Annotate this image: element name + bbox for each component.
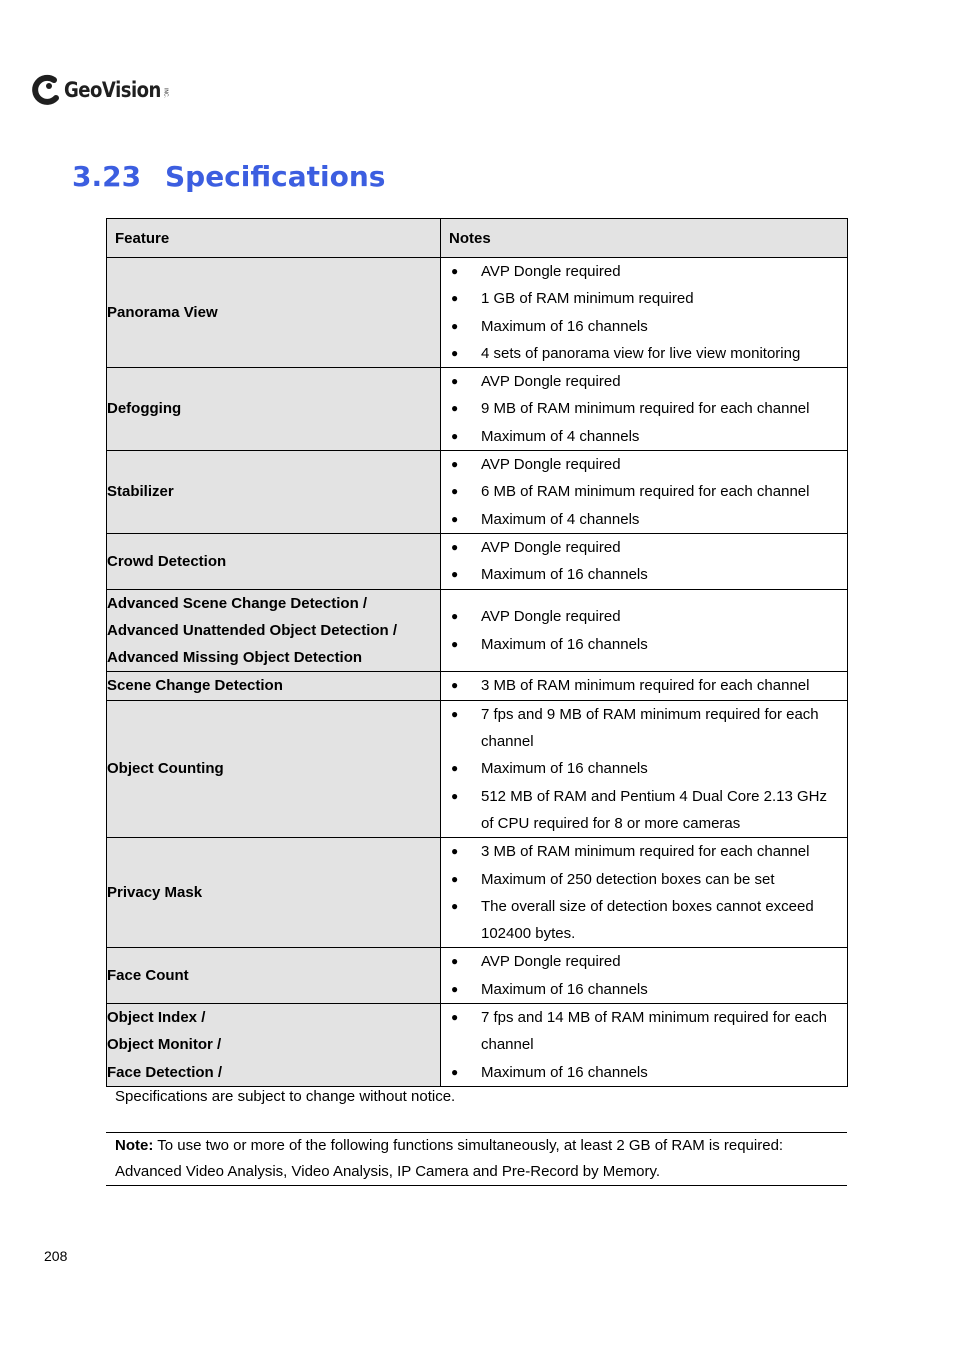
notes-list (441, 603, 847, 658)
note-bullet-item: ● AVP Dongle required (441, 368, 847, 395)
notes-cell (441, 451, 848, 534)
note-bullet-item: ● Maximum of 16 channels (441, 561, 847, 588)
notes-list (441, 534, 847, 589)
page-title (72, 160, 385, 193)
table-row (107, 368, 848, 451)
notes-list (441, 451, 847, 533)
feature-cell (107, 948, 441, 1004)
note-bullet-item: ● Maximum of 4 channels (441, 423, 847, 450)
note-bullet-item: ● AVP Dongle required (441, 948, 847, 975)
feature-column-header: Feature (107, 219, 441, 258)
note-bullet-item: ● AVP Dongle required (441, 258, 847, 285)
feature-name: Advanced Scene Change Detection / (107, 594, 368, 612)
page-number: 208 (44, 1248, 68, 1264)
note-bullet-item: ● The overall size of detection boxes cannot exceed 102400 bytes. (441, 893, 847, 948)
notes-list (441, 258, 847, 367)
note-bullet-item: ● 3 MB of RAM minimum required for each channel (441, 672, 847, 699)
feature-cell (107, 1004, 441, 1087)
note-bullet-item: ● Maximum of 16 channels (441, 1059, 847, 1086)
feature-name: Stabilizer (107, 483, 174, 501)
feature-name: Panorama View (107, 303, 218, 321)
feature-cell (107, 533, 441, 589)
note-line-1 (106, 1133, 847, 1159)
note-bullet-item: ● Maximum of 16 channels (441, 755, 847, 782)
note-bullet-item: ● 7 fps and 14 MB of RAM minimum required for each channel (441, 1004, 847, 1059)
table-row (107, 451, 848, 534)
note-bullet-item: ● 4 sets of panorama view for live view monitoring (441, 340, 847, 367)
feature-name: Advanced Missing Object Detection (107, 649, 363, 667)
feature-cell (107, 838, 441, 948)
note-bullet-item: ● AVP Dongle required (441, 451, 847, 478)
feature-name: Object Counting (107, 760, 224, 778)
notes-list (441, 672, 847, 699)
note-bullet-item: ● 512 MB of RAM and Pentium 4 Dual Core 2.13 GHz of CPU required for 8 or more cameras (441, 783, 847, 838)
feature-name: Object Monitor / (107, 1036, 222, 1054)
section-number: 3.23 (72, 160, 142, 193)
note-bullet-item: ● 1 GB of RAM minimum required (441, 285, 847, 312)
note-bullet-item: ● AVP Dongle required (441, 534, 847, 561)
note-bullet-item: ● 3 MB of RAM minimum required for each channel (441, 838, 847, 865)
notes-list (441, 948, 847, 1003)
table-row (107, 589, 848, 672)
disclaimer-text: Specifications are subject to change without notice. (115, 1088, 456, 1105)
logo-small-text: INC. (162, 88, 169, 98)
feature-cell (107, 368, 441, 451)
notes-cell (441, 258, 848, 368)
table-header-row (107, 219, 848, 258)
feature-name: Crowd Detection (107, 552, 227, 570)
table-row (107, 258, 848, 368)
notes-list (441, 1004, 847, 1086)
table-row (107, 1004, 848, 1087)
table-row (107, 948, 848, 1004)
notes-cell (441, 533, 848, 589)
geovision-logo (32, 72, 169, 108)
section-title: Specifications (165, 160, 386, 193)
notes-list (441, 838, 847, 947)
feature-name: Object Index / (107, 1009, 206, 1027)
specifications-table (106, 218, 848, 1087)
feature-cell (107, 700, 441, 837)
feature-cell (107, 258, 441, 368)
table-row (107, 700, 848, 837)
note-bullet-item: ● 9 MB of RAM minimum required for each channel (441, 395, 847, 422)
notes-cell (441, 1004, 848, 1087)
note-bullet-item: ● Maximum of 16 channels (441, 976, 847, 1003)
notes-list (441, 701, 847, 837)
note-bullet-item: ● Maximum of 250 detection boxes can be set (441, 866, 847, 893)
feature-name: Face Count (107, 967, 189, 985)
note-text: To use two or more of the following functions simultaneously, at least 2 GB of RAM is required: (157, 1137, 784, 1154)
notes-cell (441, 672, 848, 700)
note-bullet-item: ● 6 MB of RAM minimum required for each channel (441, 478, 847, 505)
notes-cell (441, 589, 848, 672)
note-line-2: Advanced Video Analysis, Video Analysis, IP Camera and Pre-Record by Memory. (115, 1163, 661, 1180)
feature-name: Scene Change Detection (107, 677, 283, 695)
feature-cell (107, 672, 441, 700)
feature-name: Face Detection / (107, 1063, 223, 1081)
geovision-logo-icon (32, 73, 62, 107)
notes-cell (441, 368, 848, 451)
logo-text: GeoVision (64, 78, 161, 102)
feature-cell (107, 451, 441, 534)
table-body (107, 258, 848, 1087)
notes-column-header: Notes (441, 219, 848, 258)
notes-cell (441, 948, 848, 1004)
note-bullet-item: ● Maximum of 4 channels (441, 506, 847, 533)
notes-cell (441, 700, 848, 837)
feature-name: Defogging (107, 400, 182, 418)
note-box (106, 1132, 847, 1186)
notes-list (441, 368, 847, 450)
note-label: Note: (115, 1137, 154, 1154)
feature-name: Advanced Unattended Object Detection / (107, 621, 398, 639)
table-row (107, 533, 848, 589)
feature-name: Privacy Mask (107, 884, 203, 902)
note-bullet-item: ● AVP Dongle required (441, 603, 847, 630)
table-row (107, 672, 848, 700)
notes-cell (441, 838, 848, 948)
note-bullet-item: ● 7 fps and 9 MB of RAM minimum required for each channel (441, 701, 847, 756)
table-row (107, 838, 848, 948)
feature-cell (107, 589, 441, 672)
note-bullet-item: ● Maximum of 16 channels (441, 631, 847, 658)
note-bullet-item: ● Maximum of 16 channels (441, 313, 847, 340)
